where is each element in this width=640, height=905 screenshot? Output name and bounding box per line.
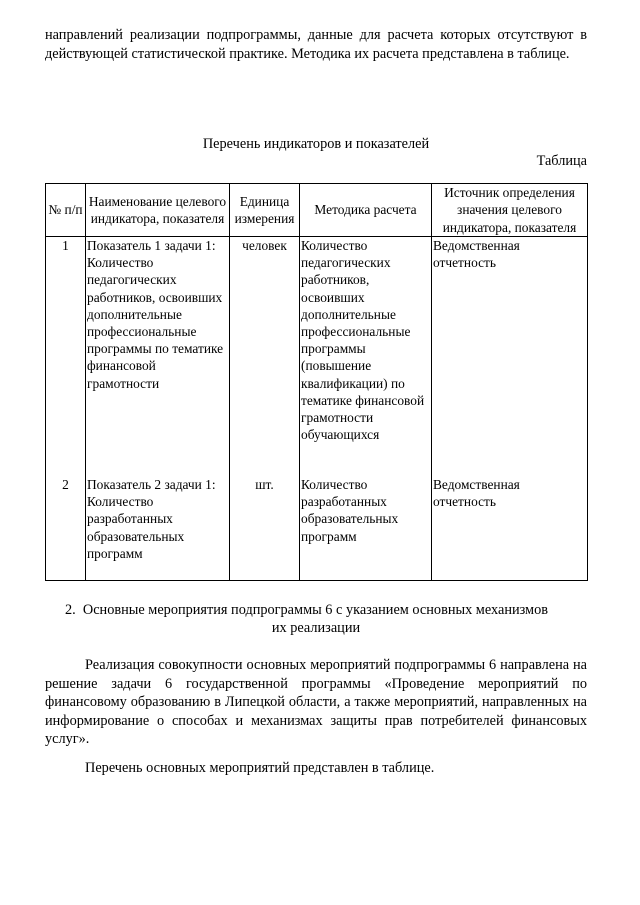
header-number: № п/п: [46, 184, 86, 237]
section-heading-line1: [45, 601, 587, 619]
table-title: Перечень индикаторов и показателей: [202, 136, 430, 152]
indicators-table: [45, 183, 588, 581]
section-number: 2.: [65, 602, 76, 618]
header-source: Источник определения значения целевого индикатора, показателя: [432, 184, 588, 237]
row-number: 1: [46, 237, 86, 477]
table-label: Таблица: [536, 153, 587, 169]
table-row: [46, 237, 588, 477]
row-source: Ведомственная отчетность: [432, 237, 588, 477]
row-unit: шт.: [230, 476, 300, 581]
body-paragraph-2: Перечень основных мероприятий представлен в таблице.: [85, 760, 435, 776]
section-title-part2: их реализации: [271, 620, 361, 636]
row-unit: человек: [230, 237, 300, 477]
row-indicator-name: Показатель 2 задачи 1: Количество разработанных образовательных программ: [86, 476, 230, 581]
row-indicator-name: Показатель 1 задачи 1: Количество педагогических работников, освоивших дополнительные профессиональные программы по тематике финансовой грамотности: [86, 237, 230, 477]
header-unit: Единица измерения: [230, 184, 300, 237]
header-method: Методика расчета: [300, 184, 432, 237]
section-heading: [45, 601, 587, 637]
row-source: Ведомственная отчетность: [432, 476, 588, 581]
intro-paragraph: направлений реализации подпрограммы, данные для расчета которых отсутствуют в действующей статистической практике. Методика их расчета представлена в таблице.: [45, 27, 587, 62]
row-method: Количество разработанных образовательных программ: [300, 476, 432, 581]
row-method: Количество педагогических работников, освоивших дополнительные профессиональные программы (повышение квалификации) по тематике финансовой грамотности обучающихся: [300, 237, 432, 477]
table-header-row: [46, 184, 588, 237]
section-title-part1: Основные мероприятия подпрограммы 6 с указанием основных механизмов: [82, 602, 549, 618]
table-row: [46, 476, 588, 581]
row-number: 2: [46, 476, 86, 581]
header-indicator-name: Наименование целевого индикатора, показателя: [86, 184, 230, 237]
body-paragraph-1: Реализация совокупности основных мероприятий подпрограммы 6 направлена на решение задачи 6 государственной программы «Проведение мероприятий по финансовому образованию в Липецкой области, а также мероприятий, направленных на информирование о способах и механизмах защиты прав потребителей финансовых услуг».: [45, 657, 587, 747]
